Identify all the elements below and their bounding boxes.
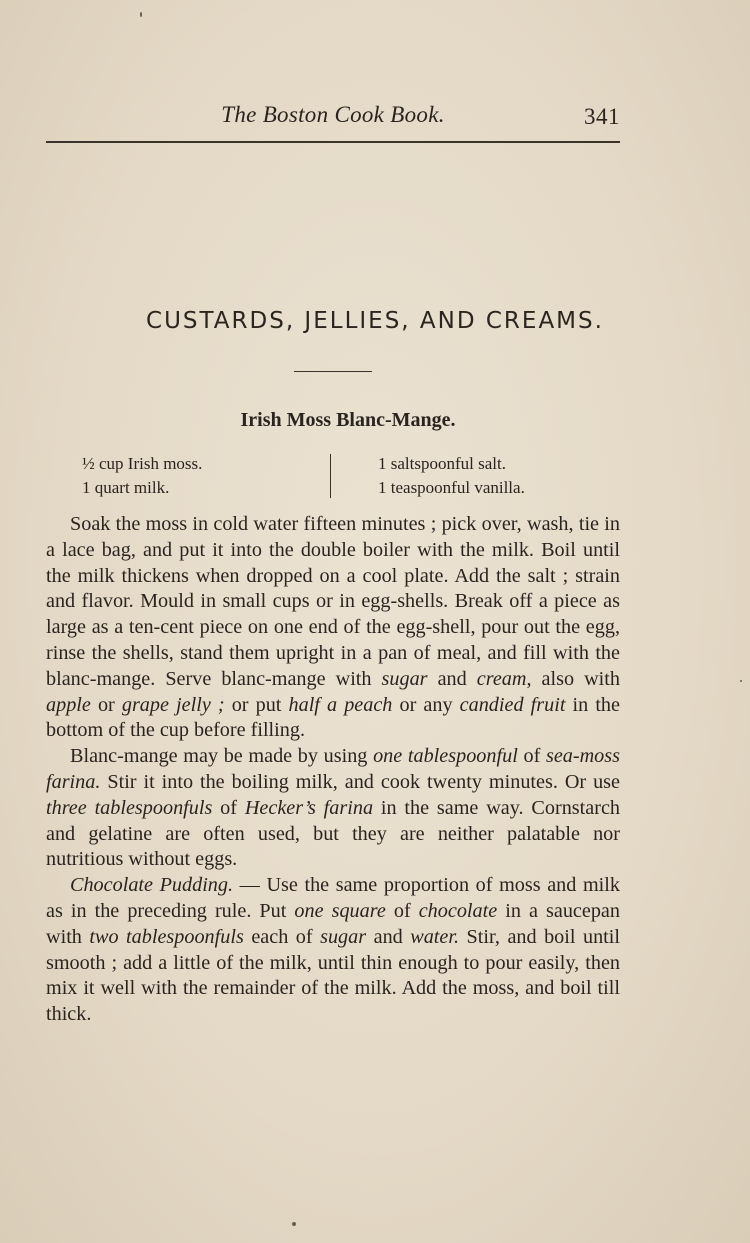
text-run: Stir, and boil until smooth ; add a little of the milk, until thin enough to pour easily, then mix it well with the remainder of the milk. Add the moss, and boil till thick.: [46, 925, 620, 1026]
page-number: 341: [584, 104, 620, 129]
text-run: or put: [224, 693, 289, 716]
text-run: of: [517, 745, 546, 768]
paper-speck: [740, 680, 742, 682]
text-run: Stir it into the boiling milk, and cook twenty minutes. Or use: [100, 770, 620, 793]
text-run: Soak the moss in cold water fifteen minutes ; pick over, wash, tie in a lace bag, and put it into the double boiler with the milk. Boil until the milk thickens when dropped on a cool plate. Add the salt ; strain and flavor. Mould in small cups or in egg-shells. Break off a piece as large as a ten-cent piece on one end of the egg-shell, pour out the egg, rinse the shells, stand them upright in a pan of meal, and fill with the blanc-mange. Serve blanc-mange with: [46, 513, 620, 690]
italic-text-run: three tablespoonfuls: [46, 796, 213, 819]
text-run: , also with: [526, 667, 620, 690]
ingredient-item: 1 saltspoonful salt.: [378, 454, 506, 473]
text-run: of: [385, 899, 419, 922]
italic-text-run: water.: [410, 925, 460, 948]
italic-text-run: apple: [46, 693, 91, 716]
italic-text-run: Chocolate Pudding.: [70, 874, 234, 897]
ingredient-item: 1 teaspoonful vanilla.: [378, 478, 525, 497]
chocolate-pudding-paragraph: [46, 873, 620, 1028]
italic-text-run: Hecker’s farina: [244, 796, 374, 819]
ingredient-column-left: [82, 452, 302, 500]
text-run: — Use the same proportion of moss and milk as in the preceding rule. Put: [46, 874, 620, 922]
italic-text-run: grape jelly ;: [121, 693, 225, 716]
book-title: The Boston Cook Book.: [221, 102, 445, 127]
italic-text-run: one square: [294, 899, 386, 922]
text-run: and: [427, 667, 477, 690]
section-divider: [294, 371, 372, 372]
text-run: each of: [243, 925, 321, 948]
italic-text-run: candied fruit: [459, 693, 566, 716]
italic-text-run: sea-moss farina.: [46, 745, 620, 793]
italic-text-run: two tablespoonfuls: [89, 925, 244, 948]
italic-text-run: sugar: [320, 925, 367, 948]
text-run: Blanc-mange may be made by using: [70, 745, 374, 768]
text-run: or: [90, 693, 122, 716]
text-run: of: [212, 796, 245, 819]
instructions-paragraph: [46, 512, 620, 744]
ingredient-item: 1 quart milk.: [82, 478, 170, 497]
variation-paragraph: [46, 744, 620, 873]
ingredient-column-divider: [330, 454, 331, 498]
italic-text-run: half a peach: [288, 693, 393, 716]
text-run: in the same way. Cornstarch and gelatine are often used, but they are neither palatable nor nutritious without eggs.: [46, 796, 621, 871]
recipe-body: [46, 512, 620, 1028]
italic-text-run: cream: [476, 667, 527, 690]
paper-speck: [292, 1222, 296, 1226]
paper-speck: [140, 12, 142, 17]
italic-text-run: sugar: [381, 667, 428, 690]
italic-text-run: one tablespoonful: [373, 745, 518, 768]
ingredient-item: ½ cup Irish moss.: [82, 454, 203, 473]
recipe-title: Irish Moss Blanc-Mange.: [240, 409, 456, 431]
running-head: [46, 100, 620, 140]
section-heading: CUSTARDS, JELLIES, AND CREAMS.: [146, 308, 604, 334]
header-rule: [46, 141, 620, 143]
text-run: in the bottom of the cup before filling.: [46, 693, 620, 742]
text-run: in a saucepan with: [46, 899, 620, 948]
text-run: and: [366, 925, 411, 948]
text-run: or any: [392, 693, 460, 716]
ingredient-column-right: [378, 452, 638, 500]
italic-text-run: chocolate: [418, 899, 498, 922]
